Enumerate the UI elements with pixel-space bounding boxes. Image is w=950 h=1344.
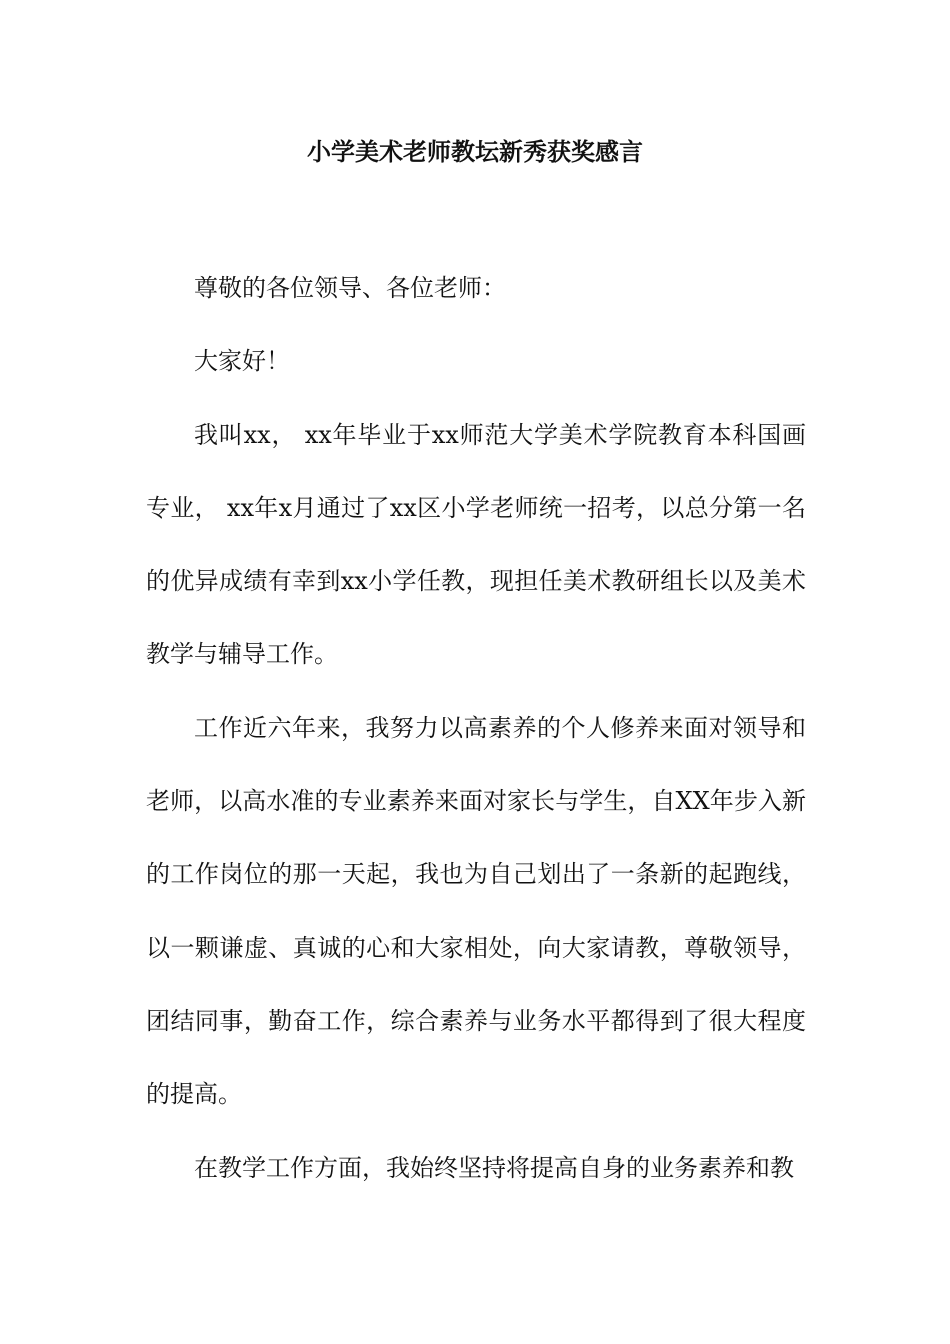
greeting-paragraph: 大家好！ bbox=[194, 347, 290, 376]
document-body bbox=[146, 252, 806, 1205]
intro-paragraph: 我叫xx， xx年毕业于xx师范大学美术学院教育本科国画专业， xx年x月通过了xx区小学老师统一招考，以总分第一名的优异成绩有幸到xx小学任教，现担任美术教研组长以及美术教学与辅导工作。 bbox=[146, 420, 806, 669]
teaching-paragraph: 在教学工作方面，我始终坚持将提高自身的业务素养和教 bbox=[194, 1153, 794, 1182]
work-paragraph: 工作近六年来，我努力以高素养的个人修养来面对领导和老师，以高水准的专业素养来面对家长与学生，自XX年步入新的工作岗位的那一天起，我也为自己划出了一条新的起跑线，以一颗谦虚、真诚的心和大家相处，向大家请教，尊敬领导，团结同事，勤奋工作，综合素养与业务水平都得到了很大程度的提高。 bbox=[146, 713, 806, 1109]
salutation-paragraph: 尊敬的各位领导、各位老师： bbox=[194, 274, 506, 302]
document-title: 小学美术老师教坛新秀获奖感言 bbox=[307, 137, 643, 166]
